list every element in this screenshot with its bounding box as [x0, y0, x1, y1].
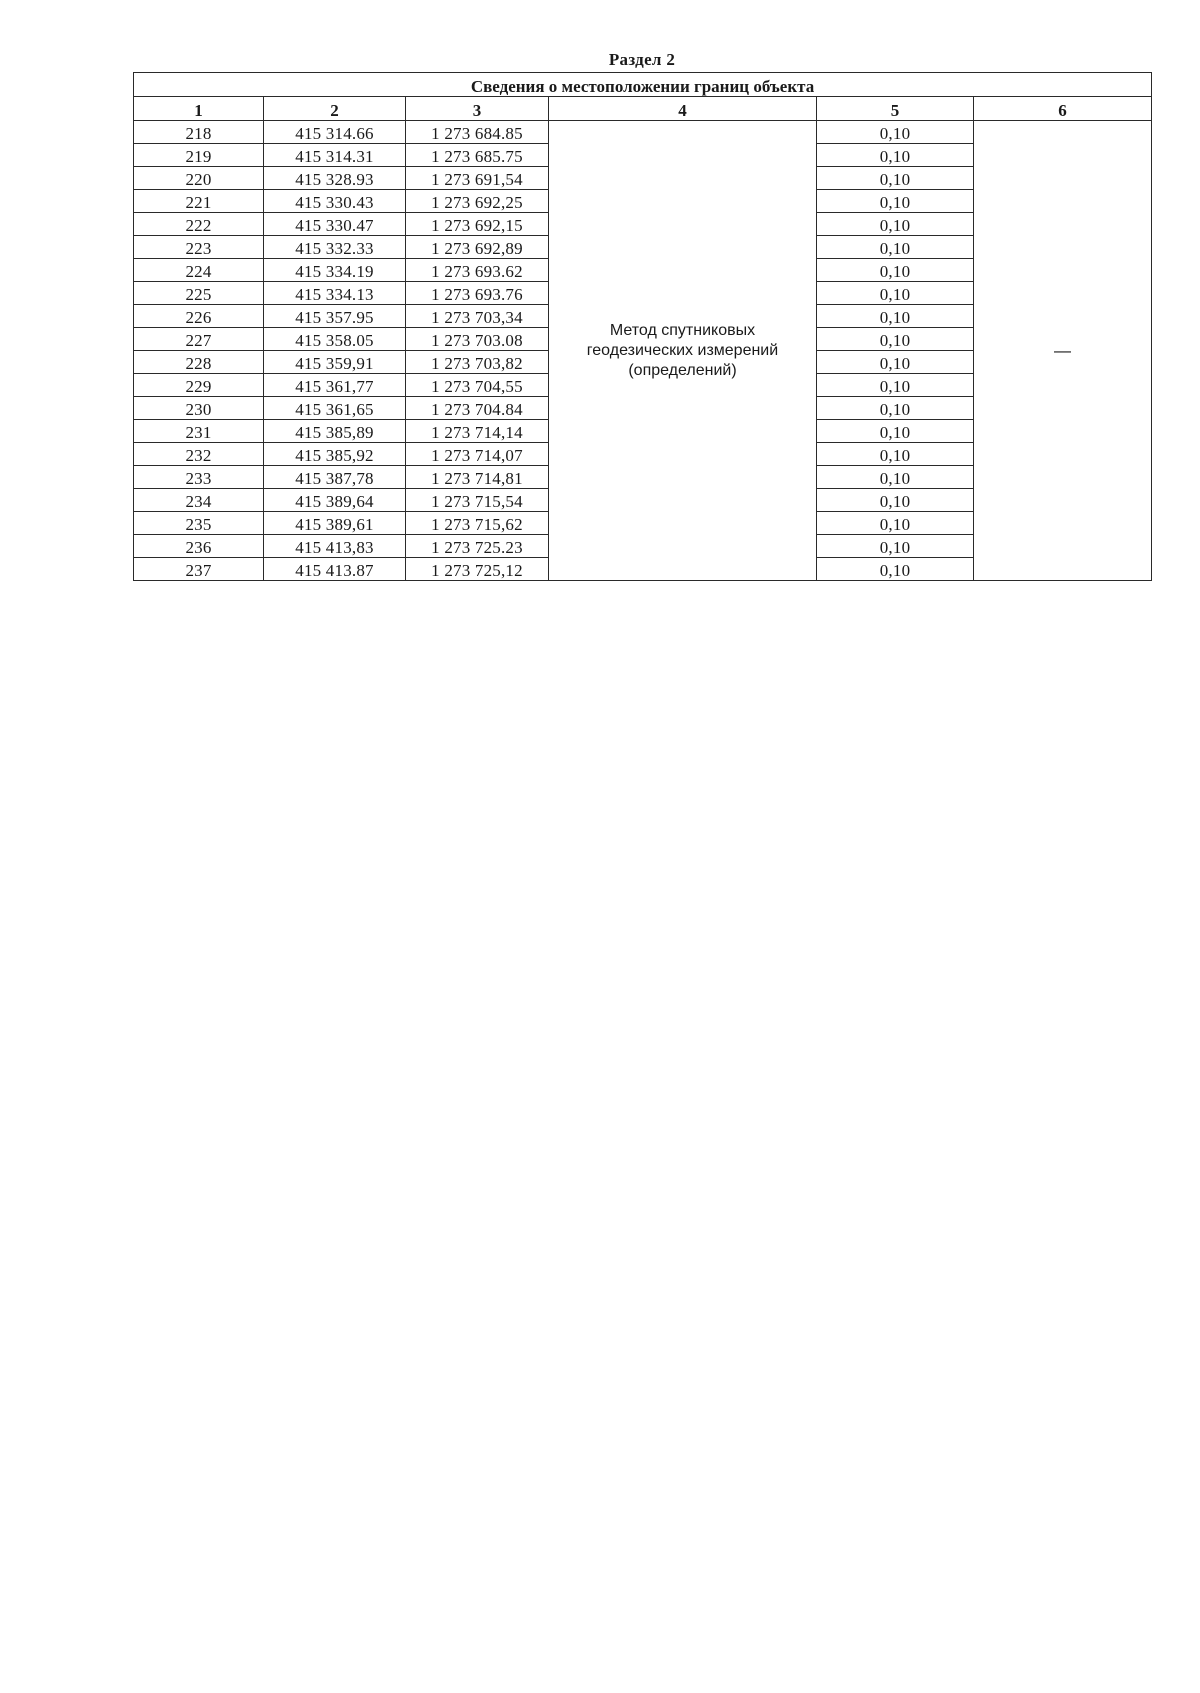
- y-coordinate-cell: 1 273 692,89: [406, 236, 549, 259]
- point-number-cell: 232: [134, 443, 264, 466]
- point-number-cell: 220: [134, 167, 264, 190]
- y-coordinate-cell: 1 273 703,34: [406, 305, 549, 328]
- y-coordinate-cell: 1 273 714,07: [406, 443, 549, 466]
- method-text-line: (определений): [628, 361, 737, 379]
- x-coordinate-cell: 415 387,78: [264, 466, 406, 489]
- point-number-cell: 228: [134, 351, 264, 374]
- section-title: Раздел 2: [608, 50, 676, 69]
- x-coordinate-cell: 415 389,64: [264, 489, 406, 512]
- x-coordinate-cell: 415 332.33: [264, 236, 406, 259]
- x-coordinate-cell: 415 361,65: [264, 397, 406, 420]
- y-coordinate-cell: 1 273 715,54: [406, 489, 549, 512]
- point-number-cell: 218: [134, 121, 264, 144]
- accuracy-cell: 0,10: [817, 558, 974, 581]
- y-coordinate-cell: 1 273 692,25: [406, 190, 549, 213]
- accuracy-cell: 0,10: [817, 489, 974, 512]
- accuracy-cell: 0,10: [817, 535, 974, 558]
- x-coordinate-cell: 415 330.47: [264, 213, 406, 236]
- x-coordinate-cell: 415 413,83: [264, 535, 406, 558]
- y-coordinate-cell: 1 273 703.08: [406, 328, 549, 351]
- point-number-cell: 234: [134, 489, 264, 512]
- accuracy-cell: 0,10: [817, 121, 974, 144]
- y-coordinate-cell: 1 273 714,14: [406, 420, 549, 443]
- point-number-cell: 229: [134, 374, 264, 397]
- accuracy-cell: 0,10: [817, 144, 974, 167]
- accuracy-cell: 0,10: [817, 351, 974, 374]
- point-number-cell: 227: [134, 328, 264, 351]
- accuracy-cell: 0,10: [817, 236, 974, 259]
- point-number-cell: 230: [134, 397, 264, 420]
- point-number-cell: 231: [134, 420, 264, 443]
- point-number-cell: 225: [134, 282, 264, 305]
- accuracy-cell: 0,10: [817, 420, 974, 443]
- x-coordinate-cell: 415 359,91: [264, 351, 406, 374]
- column-header-1: 1: [134, 97, 264, 121]
- y-coordinate-cell: 1 273 684.85: [406, 121, 549, 144]
- y-coordinate-cell: 1 273 685.75: [406, 144, 549, 167]
- x-coordinate-cell: 415 314.31: [264, 144, 406, 167]
- point-number-cell: 236: [134, 535, 264, 558]
- accuracy-cell: 0,10: [817, 466, 974, 489]
- column-header-2: 2: [264, 97, 406, 121]
- y-coordinate-cell: 1 273 704.84: [406, 397, 549, 420]
- column-header-5: 5: [817, 97, 974, 121]
- point-number-cell: 222: [134, 213, 264, 236]
- point-number-cell: 223: [134, 236, 264, 259]
- y-coordinate-cell: 1 273 715,62: [406, 512, 549, 535]
- accuracy-cell: 0,10: [817, 190, 974, 213]
- point-number-cell: 235: [134, 512, 264, 535]
- column-header-6: 6: [974, 97, 1152, 121]
- accuracy-cell: 0,10: [817, 167, 974, 190]
- column-header-4: 4: [549, 97, 817, 121]
- x-coordinate-cell: 415 334.19: [264, 259, 406, 282]
- y-coordinate-cell: 1 273 704,55: [406, 374, 549, 397]
- x-coordinate-cell: 415 328.93: [264, 167, 406, 190]
- y-coordinate-cell: 1 273 725.23: [406, 535, 549, 558]
- accuracy-cell: 0,10: [817, 305, 974, 328]
- accuracy-cell: 0,10: [817, 259, 974, 282]
- method-cell: [549, 121, 817, 581]
- y-coordinate-cell: 1 273 725,12: [406, 558, 549, 581]
- point-number-cell: 233: [134, 466, 264, 489]
- column-header-3: 3: [406, 97, 549, 121]
- x-coordinate-cell: 415 361,77: [264, 374, 406, 397]
- column-header-row: [134, 97, 1152, 121]
- accuracy-cell: 0,10: [817, 328, 974, 351]
- point-number-cell: 237: [134, 558, 264, 581]
- y-coordinate-cell: 1 273 693.76: [406, 282, 549, 305]
- x-coordinate-cell: 415 385,92: [264, 443, 406, 466]
- x-coordinate-cell: 415 357.95: [264, 305, 406, 328]
- accuracy-cell: 0,10: [817, 397, 974, 420]
- point-number-cell: 221: [134, 190, 264, 213]
- y-coordinate-cell: 1 273 703,82: [406, 351, 549, 374]
- accuracy-cell: 0,10: [817, 512, 974, 535]
- accuracy-cell: 0,10: [817, 443, 974, 466]
- point-number-cell: 224: [134, 259, 264, 282]
- y-coordinate-cell: 1 273 693.62: [406, 259, 549, 282]
- accuracy-cell: 0,10: [817, 213, 974, 236]
- x-coordinate-cell: 415 334.13: [264, 282, 406, 305]
- accuracy-cell: 0,10: [817, 374, 974, 397]
- y-coordinate-cell: 1 273 691,54: [406, 167, 549, 190]
- y-coordinate-cell: 1 273 692,15: [406, 213, 549, 236]
- y-coordinate-cell: 1 273 714,81: [406, 466, 549, 489]
- method-text-line: Метод спутниковых: [609, 321, 756, 339]
- boundary-coordinates-table: [133, 72, 1152, 581]
- x-coordinate-cell: 415 330.43: [264, 190, 406, 213]
- x-coordinate-cell: 415 314.66: [264, 121, 406, 144]
- accuracy-cell: 0,10: [817, 282, 974, 305]
- point-number-cell: 219: [134, 144, 264, 167]
- x-coordinate-cell: 415 385,89: [264, 420, 406, 443]
- method-text-line: геодезических измерений: [586, 341, 779, 359]
- table-caption-row: [134, 73, 1152, 97]
- x-coordinate-cell: 415 389,61: [264, 512, 406, 535]
- table-row: [134, 121, 1152, 144]
- x-coordinate-cell: 415 413.87: [264, 558, 406, 581]
- point-number-cell: 226: [134, 305, 264, 328]
- column6-dash-cell: —: [974, 121, 1152, 581]
- table-caption: Сведения о местоположении границ объекта: [134, 73, 1152, 97]
- x-coordinate-cell: 415 358.05: [264, 328, 406, 351]
